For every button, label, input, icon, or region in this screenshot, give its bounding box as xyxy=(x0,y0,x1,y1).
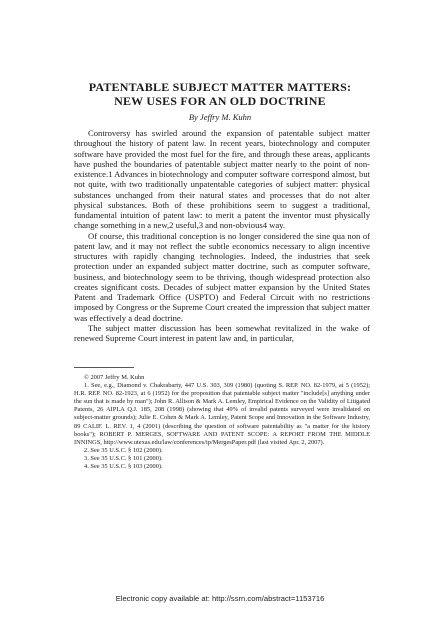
body-paragraph-1: Controversy has swirled around the expansion of patentable subject matter throughout the history of patent law. In recent years, biotechnology and computer software have provided the most fuel for the fire, and through these areas, applicants have pushed the boundaries of patentable subject matter nearly to the point of non-existence.1 Advances in biotechnology and computer software correspond almost, but not quite, with two traditionally unpatentable categories of subject matter: physical substances unchanged from their natural states and processes that do not alter physical substances. Both of these prohibitions seem to suggest a traditional, fundamental intuition of patent law: to merit a patent the inventor must physically change something in a new,2 useful,3 and non-obvious4 way. xyxy=(74,128,370,231)
body-paragraph-3: The subject matter discussion has been somewhat revitalized in the wake of renewed Supreme Court interest in patent law and, in particular, xyxy=(74,322,370,343)
article-title-line-1: PATENTABLE SUBJECT MATTER MATTERS: xyxy=(88,80,352,94)
footnote-2: 2. See 35 U.S.C. § 102 (2000). xyxy=(84,446,163,454)
footnote-4: 4. See 35 U.S.C. § 103 (2000). xyxy=(84,463,163,471)
footnote-copyright: © 2007 Jeffry M. Kuhn xyxy=(84,374,145,381)
footnote-divider xyxy=(74,367,134,368)
body-text xyxy=(74,128,370,343)
article-title-line-2: NEW USES FOR AN OLD DOCTRINE xyxy=(114,94,326,108)
ssrn-footer: Electronic copy available at: http://ssrn.com/abstract=1153716 xyxy=(115,594,325,603)
footnote-3: 3. See 35 U.S.C. § 101 (2000). xyxy=(84,454,163,462)
footnote-1: 1. See, e.g., Diamond v. Chakrabarty, 447 U.S. 303, 309 (1980) (quoting S. REP. NO. 82-1979, at 5 (1952); H.R. REP. NO. 82-1923, at 6 (1952) for the proposition that patentable subject matter "include[s] anything under the sun that is made by man"); John R. Allison & Mark A. Lemley, Empirical Evidence on the Validity of Litigated Patents, 26 AIPLA Q.J. 185, 208 (1998) (showing that 49% of invalid patents surveyed were invalidated on subject-matter grounds); Julie E. Cohen & Mark A. Lemley, Patent Scope and Innovation in the Software Industry, 89 CALIF. L. REV. 1, 4 (2001) (describing the question of software patentability as "a matter for the history books"); ROBERT P. MERGES, SOFTWARE AND PATENT SCOPE: A REPORT FROM THE MIDDLE INNINGS, http://www.utexas.edu/law/conferences/ip/MergesPaper.pdf (last visited Apr. 2, 2007). xyxy=(74,382,370,446)
body-paragraph-2: Of course, this traditional conception is no longer considered the sine qua non of patent law, and it may not reflect the subtle economics necessary to align incentive structures with rapidly changing technologies. Indeed, the industries that seek protection under an expanded subject matter doctrine, such as computer software, business, and biotechnology seem to be thriving, though widespread protection also creates significant costs. Decades of subject matter expansion by the United States Patent and Trademark Office (USPTO) and Federal Circuit with no restrictions imposed by Congress or the Supreme Court created the impression that subject matter was effectively a dead doctrine. xyxy=(74,230,370,323)
author-byline: By Jeffry M. Kuhn xyxy=(188,112,252,122)
footnotes xyxy=(74,374,370,471)
